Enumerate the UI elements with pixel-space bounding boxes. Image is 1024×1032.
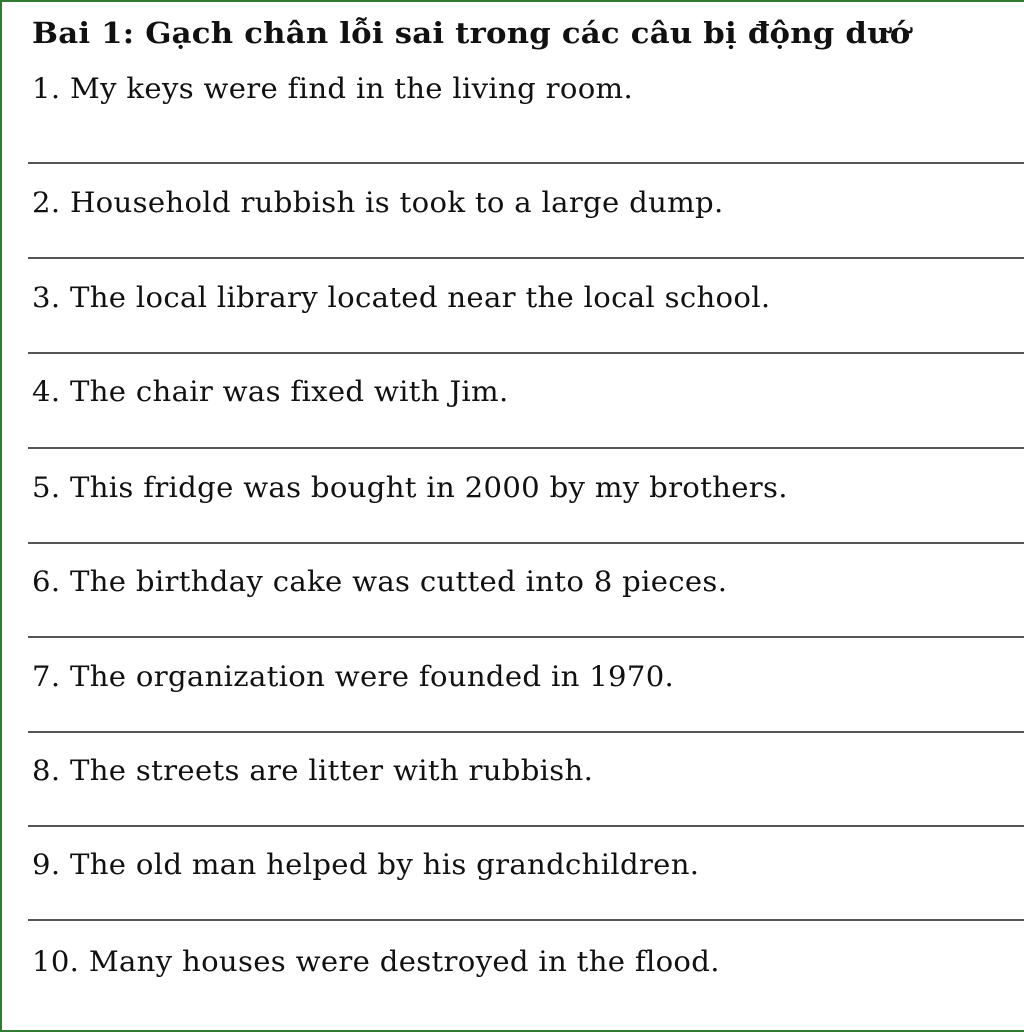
answer-line-8 [28,825,1024,827]
sentence-10: 10. Many houses were destroyed in the flood. [32,945,720,978]
answer-line-2 [28,257,1024,259]
sentence-5: 5. This fridge was bought in 2000 by my brothers. [32,471,788,504]
sentence-6: 6. The birthday cake was cutted into 8 pieces. [32,565,728,598]
exercise-title: Bai 1: Gạch chân lỗi sai trong các câu bị động dướ [32,16,911,50]
answer-line-4 [28,447,1024,449]
sentence-1: 1. My keys were find in the living room. [32,72,634,105]
answer-line-9 [28,919,1024,921]
sentence-3: 3. The local library located near the local school. [32,281,771,314]
answer-line-7 [28,731,1024,733]
sentence-8: 8. The streets are litter with rubbish. [32,754,594,787]
answer-line-1 [28,162,1024,164]
sentence-2: 2. Household rubbish is took to a large dump. [32,186,724,219]
sentence-4: 4. The chair was fixed with Jim. [32,375,509,408]
sentence-9: 9. The old man helped by his grandchildren. [32,848,700,881]
sentence-7: 7. The organization were founded in 1970. [32,660,675,693]
answer-line-3 [28,352,1024,354]
answer-line-5 [28,542,1024,544]
answer-line-6 [28,636,1024,638]
